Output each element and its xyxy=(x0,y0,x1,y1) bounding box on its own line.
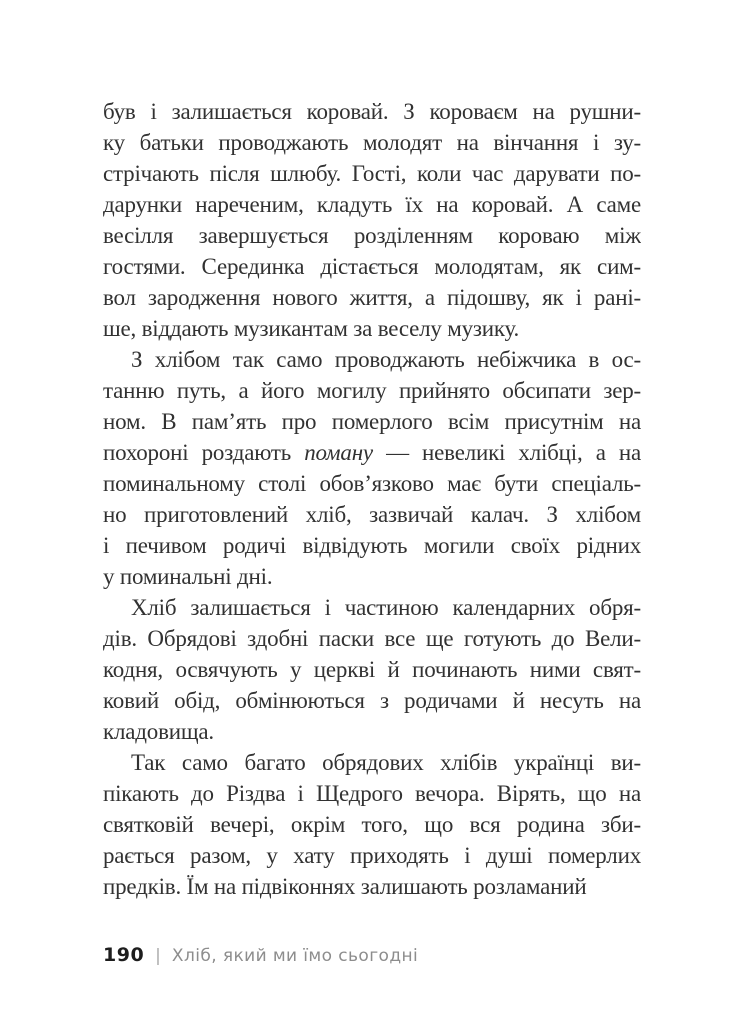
paragraph xyxy=(103,344,641,592)
text-segment: кодня, освячують у церкві й починають ними свят- xyxy=(103,657,641,682)
text-segment: танню путь, а його могилу прийнято обсипати зер- xyxy=(103,378,641,403)
text-segment: дів. Обрядові здобні паски все ще готують до Вели- xyxy=(103,626,641,651)
text-line xyxy=(103,220,641,251)
paragraph xyxy=(103,592,641,747)
text-line xyxy=(103,871,641,902)
text-line xyxy=(103,530,641,561)
text-segment: кладовища. xyxy=(103,719,214,744)
text-line xyxy=(103,406,641,437)
text-segment: дарунки нареченим, кладуть їх на коровай. А саме xyxy=(103,192,641,217)
text-line xyxy=(103,251,641,282)
footer xyxy=(103,944,418,966)
text-segment: у поминальні дні. xyxy=(103,564,273,589)
italic-term: поману xyxy=(304,440,373,465)
text-segment: — невеликі хлібці, а на xyxy=(372,440,641,465)
text-line xyxy=(103,127,641,158)
text-line xyxy=(103,654,641,685)
page-number: 190 xyxy=(103,944,145,966)
text-line xyxy=(103,778,641,809)
text-segment: предків. Їм на підвіконнях залишають розламаний xyxy=(103,874,587,899)
text-line xyxy=(103,344,641,375)
text-line xyxy=(103,809,641,840)
text-line xyxy=(103,158,641,189)
text-segment: святковій вечері, окрім того, що вся родина зби- xyxy=(103,812,641,837)
text-block xyxy=(103,96,641,902)
text-line xyxy=(103,282,641,313)
text-segment: ковий обід, обмінюються з родичами й несуть на xyxy=(103,688,641,713)
text-segment: ку батьки проводжають молодят на вінчання і зу- xyxy=(103,130,641,155)
text-line xyxy=(103,592,641,623)
text-segment: но приготовлений хліб, зазвичай калач. З хлібом xyxy=(103,502,641,527)
text-line xyxy=(103,313,641,344)
text-line xyxy=(103,623,641,654)
paragraph xyxy=(103,96,641,344)
book-title: Хліб, який ми їмо сьогодні xyxy=(171,946,419,966)
text-segment: Хліб залишається і частиною календарних обря- xyxy=(131,595,641,620)
text-line xyxy=(103,685,641,716)
paragraph xyxy=(103,747,641,902)
text-line xyxy=(103,716,641,747)
text-segment: вол зародження нового життя, а підошву, як і рані- xyxy=(103,285,641,310)
text-segment: похороні роздають xyxy=(103,440,305,465)
text-segment: пікають до Різдва і Щедрого вечора. Вірять, що на xyxy=(103,781,641,806)
text-segment: Так само багато обрядових хлібів українці ви- xyxy=(131,750,641,775)
text-segment: З хлібом так само проводжають небіжчика в ос- xyxy=(131,347,641,372)
text-segment: весілля завершується розділенням короваю між xyxy=(103,223,641,248)
text-line xyxy=(103,375,641,406)
text-segment: поминальному столі обов’язково має бути спеціаль- xyxy=(103,471,641,496)
text-segment: гостями. Серединка дістається молодятам, як сим- xyxy=(103,254,641,279)
text-segment: ше, віддають музикантам за веселу музику. xyxy=(103,316,520,341)
text-line xyxy=(103,561,641,592)
footer-separator: | xyxy=(155,946,161,966)
text-segment: стрічають після шлюбу. Гості, коли час дарувати по- xyxy=(103,161,641,186)
text-line xyxy=(103,747,641,778)
text-segment: і печивом родичі відвідують могили своїх рідних xyxy=(103,533,641,558)
text-line xyxy=(103,468,641,499)
text-segment: рається разом, у хату приходять і душі померлих xyxy=(103,843,641,868)
text-line xyxy=(103,189,641,220)
text-line xyxy=(103,840,641,871)
text-segment: був і залишається коровай. З короваєм на рушни- xyxy=(103,99,641,124)
text-line xyxy=(103,499,641,530)
text-segment: ном. В пам’ять про померлого всім присутнім на xyxy=(103,409,641,434)
text-line xyxy=(103,96,641,127)
text-line xyxy=(103,437,641,468)
